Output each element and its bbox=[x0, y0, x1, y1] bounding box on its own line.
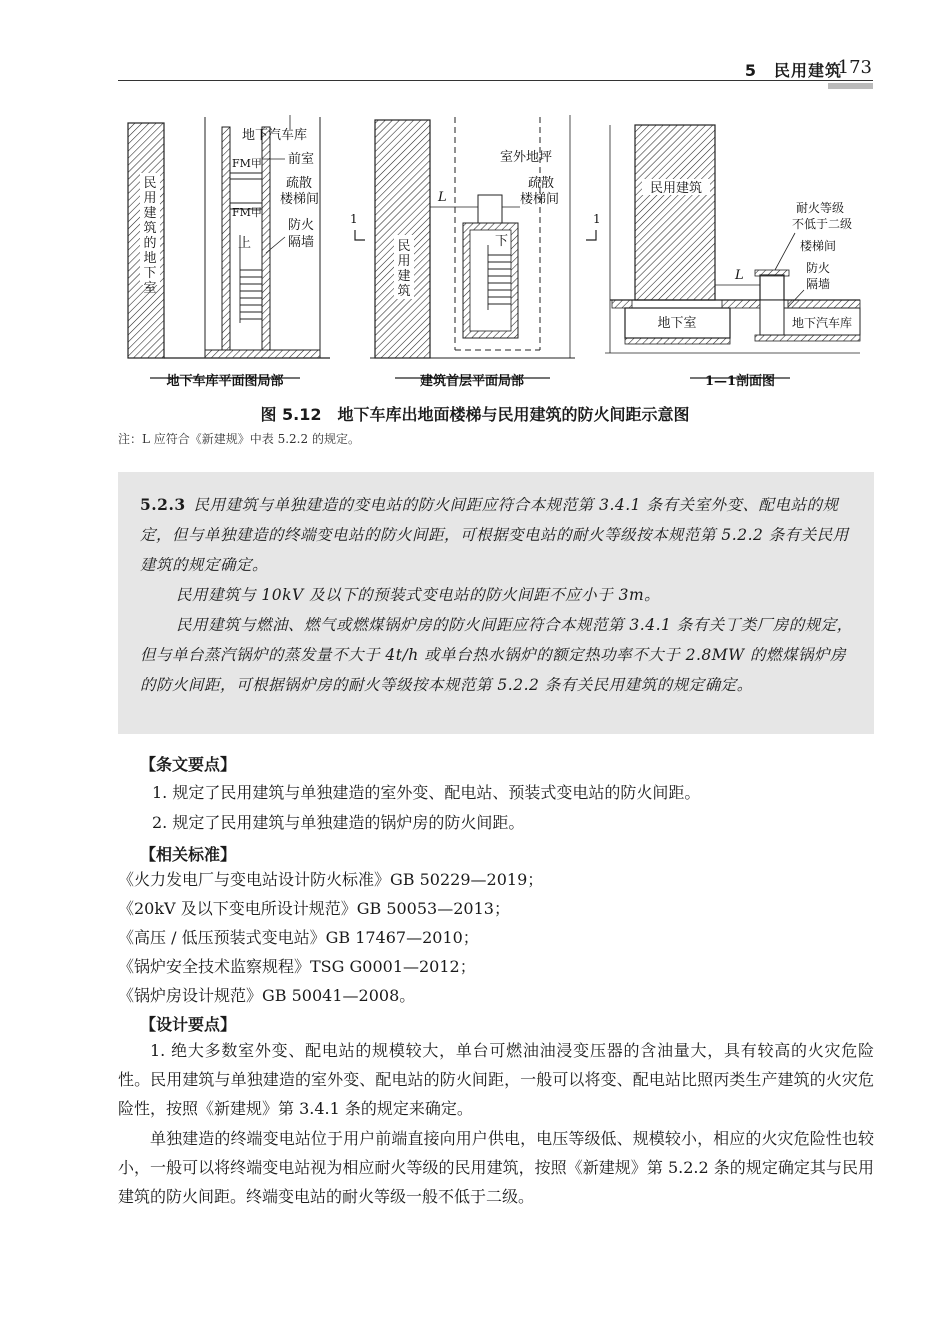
right-building bbox=[635, 125, 715, 300]
left-title: 地下汽车库 bbox=[242, 128, 308, 143]
left-wall-2: 隔墙 bbox=[288, 235, 315, 250]
standard-item: 《火力发电厂与变电站设计防火标准》GB 50229—2019； bbox=[118, 870, 544, 889]
right-garage: 地下汽车库 bbox=[791, 316, 853, 330]
middle-stair-1: 疏散 bbox=[528, 176, 555, 191]
points-item-2: 2. 规定了民用建筑与单独建造的锅炉房的防火间距。 bbox=[152, 813, 525, 832]
design-paragraph-2: 单独建造的终端变电站位于用户前端直接向用户供电，电压等级低、规模较小，相应的火灾危险性也较小，一般可以将终端变电站视为相应耐火等级的民用建筑，按照《新建规》第 5.2.2 条的规定确定其与民用建筑的防火间距。终端变电站的耐火等级一般不低于二级。 bbox=[118, 1129, 874, 1206]
clause-paragraph-3: 民用建筑与燃油、燃气或燃煤锅炉房的防火间距应符合本规范第 3.4.1 条有关丁类厂房的规定，但与单台蒸汽锅炉的蒸发量不大于 4t/h 或单台热水锅炉的额定热功率不大于 2.8MW 的燃煤锅炉房的防火间距，可根据锅炉房的耐火等级按本规范第 5.2.2 条有关民用建筑的规定确定。 bbox=[140, 616, 853, 694]
middle-l-label: L bbox=[438, 190, 447, 205]
left-caption: 地下车库平面图局部 bbox=[166, 374, 284, 389]
right-basement: 地下室 bbox=[657, 316, 697, 331]
left-stair-1: 疏散 bbox=[286, 176, 313, 191]
middle-plan bbox=[350, 115, 601, 389]
right-building-label: 民用建筑 bbox=[649, 181, 703, 196]
header-bar bbox=[828, 83, 873, 89]
right-fire-1: 耐火等级 bbox=[796, 201, 845, 215]
standard-item: 《20kV 及以下变电所设计规范》GB 50053—2013； bbox=[118, 899, 510, 918]
left-wall-1: 防火 bbox=[288, 218, 315, 233]
middle-building-label: 民用建筑 bbox=[397, 239, 411, 299]
page-number: 173 bbox=[837, 57, 872, 78]
clause-p1-text: 民用建筑与单独建造的变电站的防火间距应符合本规范第 3.4.1 条有关室外变、配电站的规定，但与单独建造的终端变电站的防火间距，可根据变电站的耐火等级按本规范第 5.2.2 条有关民用建筑的规定确定。 bbox=[140, 496, 849, 574]
clause-number: 5.2.3 bbox=[140, 495, 186, 514]
design-heading: 【设计要点】 bbox=[140, 1015, 237, 1034]
middle-section-mark-left: 1 bbox=[350, 212, 358, 226]
left-front-room: 前室 bbox=[288, 152, 315, 167]
clause-box bbox=[118, 472, 874, 734]
left-fm1: FM甲 bbox=[232, 157, 262, 170]
standard-item: 《高压 / 低压预装式变电站》GB 17467—2010； bbox=[118, 928, 479, 947]
right-wall-1: 防火 bbox=[806, 261, 831, 275]
standards-heading: 【相关标准】 bbox=[140, 845, 237, 864]
middle-stair-2: 楼梯间 bbox=[520, 192, 560, 207]
middle-outdoor: 室外地坪 bbox=[500, 150, 553, 165]
right-section bbox=[605, 125, 860, 389]
right-caption: 1—1剖面图 bbox=[704, 374, 776, 389]
middle-section-mark-right: 1 bbox=[593, 212, 601, 226]
left-stair-2: 楼梯间 bbox=[280, 192, 320, 207]
right-fire-2: 不低于二级 bbox=[792, 217, 853, 231]
clause-paragraph-1 bbox=[140, 490, 856, 580]
points-heading: 【条文要点】 bbox=[140, 755, 237, 774]
points-item-1: 1. 规定了民用建筑与单独建造的室外变、配电站、预装式变电站的防火间距。 bbox=[152, 783, 701, 802]
left-side-label: 民用建筑的地下室 bbox=[143, 176, 157, 296]
left-up: 上 bbox=[238, 236, 252, 251]
middle-caption: 建筑首层平面局部 bbox=[419, 374, 525, 389]
figure-5-12 bbox=[0, 95, 950, 400]
middle-down: 下 bbox=[495, 234, 509, 249]
figure-note: 注：L 应符合《新建规》中表 5.2.2 的规定。 bbox=[118, 432, 360, 446]
design-paragraph-1: 1. 绝大多数室外变、配电站的规模较大，单台可燃油油浸变压器的含油量大，具有较高的火灾危险性。民用建筑与单独建造的室外变、配电站的防火间距，一般可以将变、配电站比照丙类生产建筑的火灾危险性，按照《新建规》第 3.4.1 条的规定来确定。 bbox=[118, 1041, 874, 1118]
left-plan bbox=[128, 115, 330, 389]
header-rule bbox=[118, 80, 873, 81]
right-wall-2: 隔墙 bbox=[806, 277, 831, 291]
right-l-label: L bbox=[735, 268, 744, 283]
left-fm2: FM甲 bbox=[232, 206, 262, 219]
figure-caption: 图 5.12 地下车库出地面楼梯与民用建筑的防火间距示意图 bbox=[260, 405, 690, 424]
chapter-title: 5 民用建筑 bbox=[744, 61, 842, 80]
standard-item: 《锅炉安全技术监察规程》TSG G0001—2012； bbox=[118, 957, 476, 976]
clause-paragraph-2: 民用建筑与 10kV 及以下的预装式变电站的防火间距不应小于 3m。 bbox=[176, 586, 661, 604]
standard-item: 《锅炉房设计规范》GB 50041—2008。 bbox=[118, 986, 416, 1005]
right-stair: 楼梯间 bbox=[800, 239, 837, 253]
